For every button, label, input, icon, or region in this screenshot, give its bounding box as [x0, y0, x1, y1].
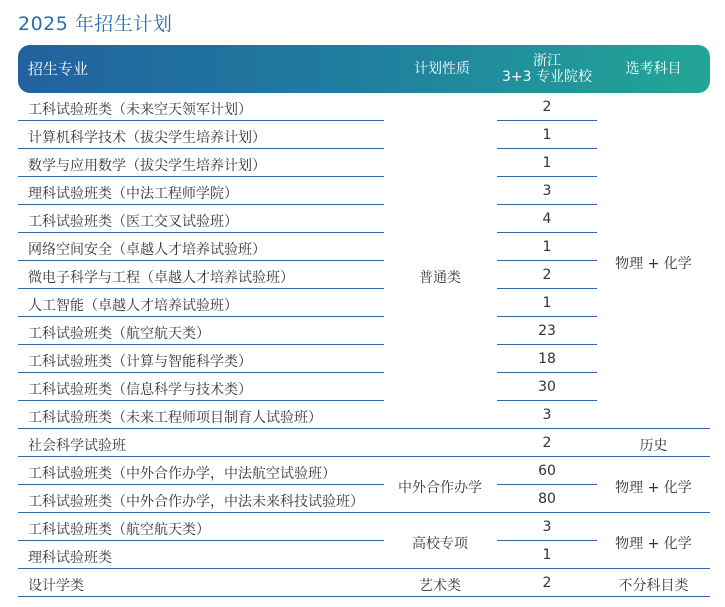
row-divider: [18, 484, 384, 485]
row-divider: [18, 344, 384, 345]
row-major: 工科试验班类（中外合作办学，中法航空试验班）: [28, 466, 336, 482]
table-header: [18, 45, 710, 93]
subject-group-1: 物理 + 化学: [615, 256, 692, 272]
row-major: 社会科学试验班: [28, 438, 126, 454]
row-count: 2: [542, 99, 552, 115]
row-count: 2: [542, 435, 552, 451]
row-divider: [18, 260, 384, 261]
header-plan-nature: 计划性质: [414, 61, 470, 77]
row-divider: [497, 204, 597, 205]
row-major: 工科试验班类（航空航天类）: [28, 326, 210, 342]
row-major: 工科试验班类（中外合作办学，中法未来科技试验班）: [28, 494, 364, 510]
row-divider: [18, 204, 384, 205]
row-major: 工科试验班类（未来空天领军计划）: [28, 102, 252, 118]
subject-group-2: 历史: [639, 438, 668, 454]
row-divider: [497, 232, 597, 233]
subject-group-3: 物理 + 化学: [615, 480, 692, 496]
row-divider: [18, 568, 710, 569]
row-divider: [18, 596, 710, 597]
row-divider: [18, 512, 710, 513]
row-divider: [18, 232, 384, 233]
row-count: 1: [542, 295, 552, 311]
row-divider: [497, 484, 597, 485]
row-count: 30: [538, 379, 556, 395]
row-count: 3: [542, 183, 552, 199]
row-major: 理科试验班类（中法工程师学院）: [28, 186, 238, 202]
nature-group-art: 艺术类: [419, 578, 461, 594]
row-count: 1: [542, 547, 552, 563]
row-major: 工科试验班类（信息科学与技术类）: [28, 382, 252, 398]
row-divider: [497, 176, 597, 177]
row-divider: [497, 148, 597, 149]
header-major: 招生专业: [28, 60, 89, 78]
row-major: 设计学类: [28, 578, 84, 594]
row-divider: [18, 176, 384, 177]
row-major: 数学与应用数学（拔尖学生培养计划）: [28, 158, 266, 174]
row-count: 18: [538, 351, 556, 367]
row-divider: [18, 428, 710, 429]
row-count: 1: [542, 239, 552, 255]
row-count: 3: [542, 407, 552, 423]
header-zhejiang-line1: 浙江: [533, 53, 561, 69]
row-major: 计算机科学技术（拔尖学生培养计划）: [28, 130, 266, 146]
row-divider: [18, 120, 384, 121]
row-count: 80: [538, 491, 556, 507]
row-count: 23: [538, 323, 556, 339]
row-major: 网络空间安全（卓越人才培养试验班）: [28, 242, 266, 258]
row-divider: [497, 344, 597, 345]
nature-group-joint: 中外合作办学: [398, 480, 482, 496]
row-divider: [497, 540, 597, 541]
row-divider: [18, 148, 384, 149]
row-major: 工科试验班类（计算与智能科学类）: [28, 354, 252, 370]
row-divider: [18, 316, 384, 317]
row-divider: [497, 372, 597, 373]
row-divider: [18, 288, 384, 289]
subject-group-5: 不分科目类: [618, 578, 689, 594]
row-major: 工科试验班类（未来工程师项目制育人试验班）: [28, 410, 322, 426]
row-major: 人工智能（卓越人才培养试验班）: [28, 298, 238, 314]
row-count: 3: [542, 519, 552, 535]
header-zhejiang: [497, 45, 597, 93]
row-divider: [497, 316, 597, 317]
row-major: 微电子科学与工程（卓越人才培养试验班）: [28, 270, 294, 286]
row-count: 4: [542, 211, 552, 227]
row-count: 1: [542, 127, 552, 143]
row-divider: [497, 260, 597, 261]
header-subjects: 选考科目: [625, 61, 682, 77]
row-divider: [18, 456, 710, 457]
row-divider: [18, 372, 384, 373]
row-count: 60: [538, 463, 556, 479]
header-zhejiang-line2: 3+3 专业院校: [502, 69, 592, 85]
row-divider: [497, 120, 597, 121]
page-title: 2025 年招生计划: [18, 13, 173, 35]
row-major: 工科试验班类（航空航天类）: [28, 522, 210, 538]
row-count: 2: [542, 575, 552, 591]
row-divider: [18, 400, 384, 401]
nature-group-special: 高校专项: [412, 536, 468, 552]
row-divider: [497, 288, 597, 289]
row-count: 1: [542, 155, 552, 171]
row-divider: [18, 540, 384, 541]
nature-group-regular: 普通类: [419, 270, 461, 286]
row-major: 理科试验班类: [28, 550, 112, 566]
row-major: 工科试验班类（医工交叉试验班）: [28, 214, 238, 230]
row-count: 2: [542, 267, 552, 283]
subject-group-4: 物理 + 化学: [615, 536, 692, 552]
row-divider: [497, 400, 597, 401]
